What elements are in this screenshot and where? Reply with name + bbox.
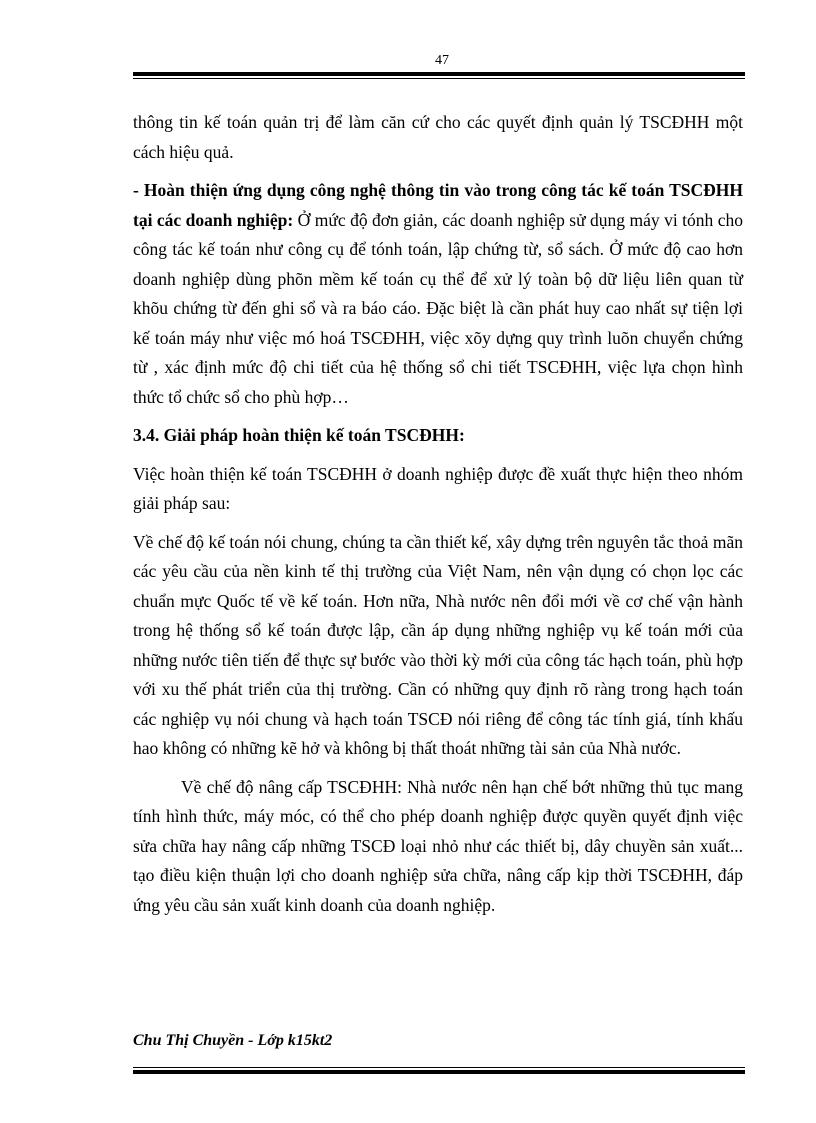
paragraph-1: thông tin kế toán quản trị để làm căn cứ cho các quyết định quản lý TSCĐHH một cách hiệu quả.	[133, 112, 743, 162]
paragraph-3: Việc hoàn thiện kế toán TSCĐHH ở doanh nghiệp được đề xuất thực hiện theo nhóm giải pháp sau:	[133, 463, 743, 513]
footer-author: Chu Thị Chuyền - Lớp k15kt2	[133, 1032, 333, 1049]
footer-rule	[133, 1067, 745, 1074]
page-number: 47	[435, 53, 449, 68]
section-heading: 3.4. Giải pháp hoàn thiện kế toán TSCĐHH:	[133, 425, 465, 445]
paragraph-2	[133, 176, 743, 412]
paragraph-2-lead: - Hoàn thiện ứng dụng công nghệ thông tin vào trong công tác kế toán TSCĐHH tại các doanh nghiệp:	[133, 180, 743, 230]
paragraph-4: Về chế độ kế toán nói chung, chúng ta cần thiết kế, xây dựng trên nguyên tắc thoả mãn các yêu cầu của nền kinh tế thị trường của Việt Nam, nên vận dụng có chọn lọc các chuẩn mực Quốc tế về kế toán. Hơn nữa, Nhà nước nên đổi mới về cơ chế vận hành trong hệ thống sổ kế toán được lập, cần áp dụng những nghiệp vụ kế toán mới của những nước tiên tiến để thực sự bước vào thời kỳ mới của công tác hạch toán, phù hợp với xu thế phát triển của thị trường. Cần có những quy định rõ ràng trong hạch toán các nghiệp vụ nói chung và hạch toán TSCĐ nói riêng để công tác tính giá, tính khấu hao không có những kẽ hở và không bị thất thoát những tài sản của Nhà nước.	[133, 531, 743, 758]
header-rule	[133, 72, 745, 79]
paragraph-2-text: Ở mức độ đơn giản, các doanh nghiệp sử dụng máy vi tónh cho công tác kế toán như công cụ để tónh toán, lập chứng từ, sổ sách. Ở mức độ cao hơn doanh nghiệp dùng phõn mềm kế toán cụ thể để xử lý toàn bộ dữ liệu liên quan từ khõu chứng từ đến ghi sổ và ra báo cáo. Đặc biệt là cần phát huy cao nhất sự tiện lợi kế toán máy như việc mó hoá TSCĐHH, việc xõy dựng quy trình luõn chuyển chứng từ , xác định mức độ chi tiết của hệ thống sổ chi tiết TSCĐHH, việc lựa chọn hình thức tổ chức sổ cho phù hợp…	[133, 209, 743, 407]
paragraph-5: Về chế độ nâng cấp TSCĐHH: Nhà nước nên hạn chế bớt những thủ tục mang tính hình thức, máy móc, có thể cho phép doanh nghiệp được quyền quyết định việc sửa chữa hay nâng cấp những TSCĐ loại nhỏ như các thiết bị, dây chuyền sản xuất... tạo điều kiện thuận lợi cho doanh nghiệp sửa chữa, nâng cấp kịp thời TSCĐHH, đáp ứng yêu cầu sản xuất kinh doanh của doanh nghiệp.	[133, 776, 743, 915]
document-body	[133, 108, 743, 929]
